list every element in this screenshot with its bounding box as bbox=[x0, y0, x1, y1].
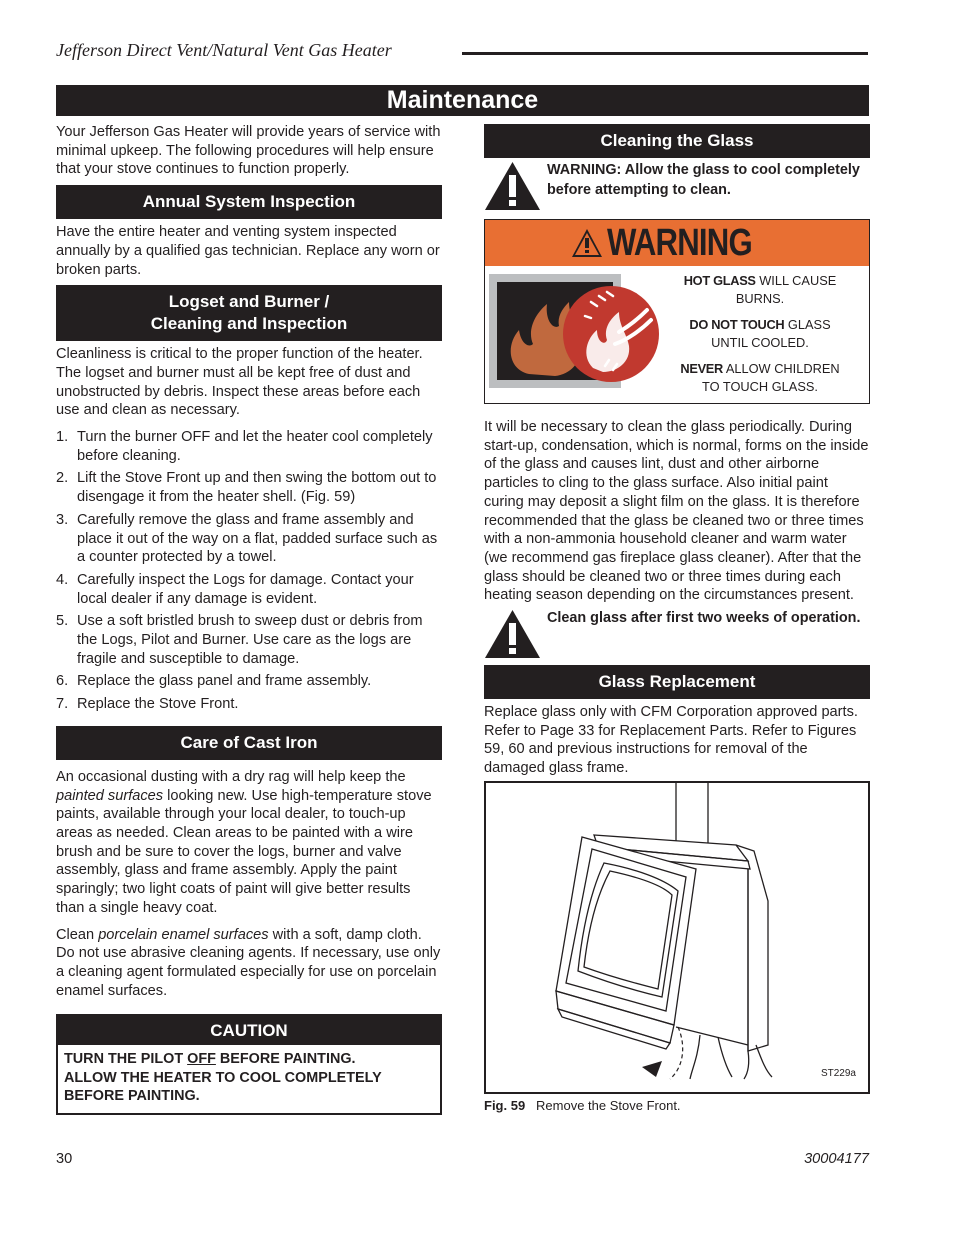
warning-banner bbox=[485, 220, 869, 266]
cast-iron-paragraph-1: An occasional dusting with a dry rag will help keep the painted surfaces looking new. Use high-temperature stove paints, available through your local dealer, to touch-up areas as needed. Clean areas to be painted with a wire brush and be sure to cover the logs, burner and valve assembly, glass and frame assembly. Apply the paint sparingly; two light coats of paint will give better results than a single heavy coat. bbox=[56, 768, 432, 916]
logset-intro-text: Cleanliness is critical to the proper function of the heater. The logset and burner must all be kept free of dust and unobstructed by debris. Inspect these areas before each use and clean as necessary. bbox=[56, 346, 423, 419]
caution-box bbox=[56, 1014, 442, 1115]
list-item bbox=[56, 469, 442, 506]
list-item bbox=[56, 612, 442, 668]
step-number: 1. bbox=[56, 429, 69, 446]
page-number: 30 bbox=[56, 1151, 73, 1167]
annual-inspection-heading: Annual System Inspection bbox=[56, 185, 442, 219]
cleaning-steps-list bbox=[56, 428, 442, 714]
painted-surfaces-term: painted surfaces bbox=[56, 787, 164, 804]
glass-replacement-text: Replace glass only with CFM Corporation approved parts. Refer to Page 33 for Replacement Parts. Refer to Figures 59, 60 and previous instructions for removal of the damaged glass frame. bbox=[484, 704, 858, 777]
first-weeks-note bbox=[484, 609, 870, 659]
step-text: Carefully remove the glass and frame assembly and place it out of the way on a flat, padded surface such as a counter protected by a towel. bbox=[77, 511, 438, 566]
step-number: 3. bbox=[56, 511, 69, 528]
intro-paragraph: Your Jefferson Gas Heater will provide years of service with minimal upkeep. The following procedures will help ensure that your stove continues to function properly. bbox=[56, 124, 441, 178]
porcelain-surfaces-term: porcelain enamel surfaces bbox=[98, 926, 269, 943]
annual-inspection-text: Have the entire heater and venting system inspected annually by a qualified gas technician. Replace any worn or broken parts. bbox=[56, 224, 440, 278]
hot-glass-warning-panel bbox=[484, 219, 870, 404]
children-message: NEVER ALLOW CHILDREN TO TOUCH GLASS. bbox=[680, 361, 840, 394]
list-item bbox=[56, 571, 442, 608]
step-text: Lift the Stove Front up and then swing the bottom out to disengage it from the heater shell. (Fig. 59) bbox=[77, 470, 437, 506]
first-weeks-note-text: Clean glass after first two weeks of operation. bbox=[547, 610, 861, 627]
logset-heading-line2: Cleaning and Inspection bbox=[150, 314, 348, 334]
step-number: 7. bbox=[56, 696, 69, 713]
step-text: Replace the glass panel and frame assembly. bbox=[77, 673, 372, 690]
caution-heading: CAUTION bbox=[58, 1016, 440, 1045]
figure-caption-text: Remove the Stove Front. bbox=[536, 1097, 681, 1113]
caution-text: TURN THE PILOT OFF BEFORE PAINTING. ALLOW THE HEATER TO COOL COMPLETELY BEFORE PAINTING. bbox=[64, 1051, 382, 1104]
figure-59 bbox=[484, 781, 870, 1094]
hot-glass-messages bbox=[675, 272, 845, 404]
right-column bbox=[484, 124, 870, 1116]
off-emphasis: OFF bbox=[187, 1051, 216, 1068]
hot-glass-prohibit-icon bbox=[489, 274, 664, 394]
header-rule bbox=[462, 52, 868, 55]
cool-glass-warning bbox=[484, 161, 870, 211]
step-number: 4. bbox=[56, 571, 69, 588]
step-text: Turn the burner OFF and let the heater cool completely before cleaning. bbox=[77, 429, 433, 464]
list-item bbox=[56, 428, 442, 465]
cool-glass-warning-text: WARNING: Allow the glass to cool completely before attempting to clean. bbox=[547, 162, 860, 198]
warning-banner-text: WARNING bbox=[606, 221, 752, 264]
document-number: 30004177 bbox=[804, 1151, 869, 1167]
left-column bbox=[56, 123, 442, 1115]
glass-cleaning-text: It will be necessary to clean the glass periodically. During start-up, condensation, which is normal, forms on the inside of the glass and causes lint, dust and other airborne particles to cling to the glass surface. Also initial paint curing may deposit a slight film on the glass. It is therefore recommended that the glass be cleaned two or three times with a non-ammonia household cleaner and warm water (we recommend gas fireplace glass cleaner). After that the glass should be cleaned two or three times during each heating season depending on the circumstances present. bbox=[484, 419, 869, 604]
figure-label: Fig. 59 bbox=[484, 1097, 526, 1113]
step-number: 5. bbox=[56, 613, 69, 630]
running-header: Jefferson Direct Vent/Natural Vent Gas Heater bbox=[56, 40, 392, 60]
logset-heading-line1: Logset and Burner / bbox=[168, 292, 330, 312]
logset-burner-heading bbox=[56, 285, 442, 341]
glass-replacement-heading: Glass Replacement bbox=[484, 665, 870, 699]
do-not-touch-message: DO NOT TOUCH GLASS UNTIL COOLED. bbox=[689, 317, 831, 350]
step-text: Use a soft bristled brush to sweep dust or debris from the Logs, Pilot and Burner. Use care as the logs are fragile and susceptible to damage. bbox=[77, 613, 423, 667]
list-item bbox=[56, 672, 442, 691]
step-number: 2. bbox=[56, 470, 69, 487]
list-item bbox=[56, 695, 442, 714]
warning-triangle-icon bbox=[484, 161, 541, 211]
warning-triangle-icon bbox=[571, 228, 603, 258]
cleaning-glass-heading: Cleaning the Glass bbox=[484, 124, 870, 158]
step-number: 6. bbox=[56, 673, 69, 690]
cast-iron-heading: Care of Cast Iron bbox=[56, 726, 442, 760]
step-text: Replace the Stove Front. bbox=[77, 696, 239, 713]
cast-iron-paragraph-2: Clean porcelain enamel surfaces with a soft, damp cloth. Do not use abrasive cleaning agents. If necessary, use only a cleaning agent formulated especially for use on porcelain enamel surfaces. bbox=[56, 926, 441, 999]
hot-glass-message: HOT GLASS WILL CAUSE BURNS. bbox=[683, 273, 837, 306]
figure-caption bbox=[484, 1097, 870, 1116]
stove-front-illustration bbox=[486, 783, 868, 1092]
list-item bbox=[56, 511, 442, 567]
figure-code: ST229a bbox=[820, 1068, 856, 1080]
page-title: Maintenance bbox=[56, 85, 869, 116]
step-text: Carefully inspect the Logs for damage. Contact your local dealer if any damage is evident. bbox=[77, 571, 414, 607]
warning-triangle-icon bbox=[484, 609, 541, 659]
